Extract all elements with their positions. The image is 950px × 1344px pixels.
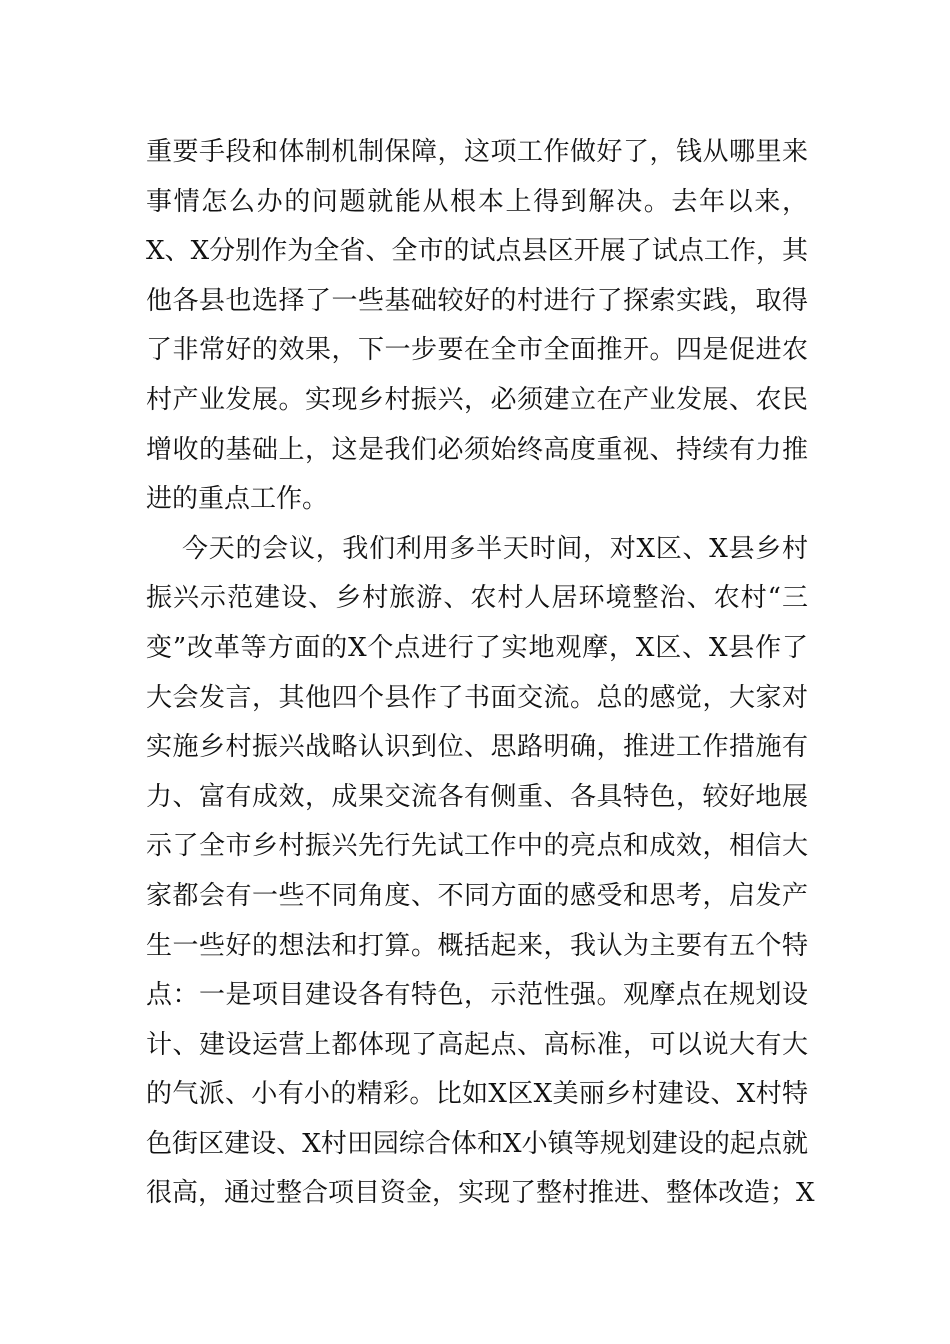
text-line: 变”改革等方面的X个点进行了实地观摩，X区、X县作了 <box>146 632 808 663</box>
text-line: 计、建设运营上都体现了高起点、高标准，可以说大有大 <box>146 1029 808 1060</box>
text-line: 事情怎么办的问题就能从根本上得到解决。去年以来， <box>146 186 808 217</box>
text-line: 振兴示范建设、乡村旅游、农村人居环境整治、农村“三 <box>146 583 808 614</box>
text-line: 很高，通过整合项目资金，实现了整村推进、整体改造；X <box>146 1178 815 1209</box>
text-line: X、X分别作为全省、全市的试点县区开展了试点工作，其 <box>146 236 808 267</box>
text-line: 了非常好的效果，下一步要在全市全面推开。四是促进农 <box>146 335 808 366</box>
text-line: 点：一是项目建设各有特色，示范性强。观摩点在规划设 <box>146 980 808 1011</box>
paragraph-2 <box>146 525 815 1219</box>
text-line: 色街区建设、X村田园综合体和X小镇等规划建设的起点就 <box>146 1128 808 1159</box>
text-line: 村产业发展。实现乡村振兴，必须建立在产业发展、农民 <box>146 384 808 415</box>
text-line: 生一些好的想法和打算。概括起来，我认为主要有五个特 <box>146 930 808 961</box>
text-line: 家都会有一些不同角度、不同方面的感受和思考，启发产 <box>146 880 808 911</box>
text-line: 力、富有成效，成果交流各有侧重、各具特色，较好地展 <box>146 781 808 812</box>
text-line: 进的重点工作。 <box>146 484 329 515</box>
text-line: 示了全市乡村振兴先行先试工作中的亮点和成效，相信大 <box>146 831 808 862</box>
text-line: 他各县也选择了一些基础较好的村进行了探索实践，取得 <box>146 285 808 316</box>
text-line: 增收的基础上，这是我们必须始终高度重视、持续有力推 <box>146 434 808 465</box>
text-line: 实施乡村振兴战略认识到位、思路明确，推进工作措施有 <box>146 732 808 763</box>
text-line: 大会发言，其他四个县作了书面交流。总的感觉，大家对 <box>146 682 808 713</box>
text-line: 的气派、小有小的精彩。比如X区X美丽乡村建设、X村特 <box>146 1079 808 1110</box>
text-line: 今天的会议，我们利用多半天时间，对X区、X县乡村 <box>182 533 808 564</box>
text-line: 重要手段和体制机制保障，这项工作做好了，钱从哪里来 <box>146 137 808 167</box>
document-body <box>146 128 815 1219</box>
paragraph-1 <box>146 128 808 525</box>
